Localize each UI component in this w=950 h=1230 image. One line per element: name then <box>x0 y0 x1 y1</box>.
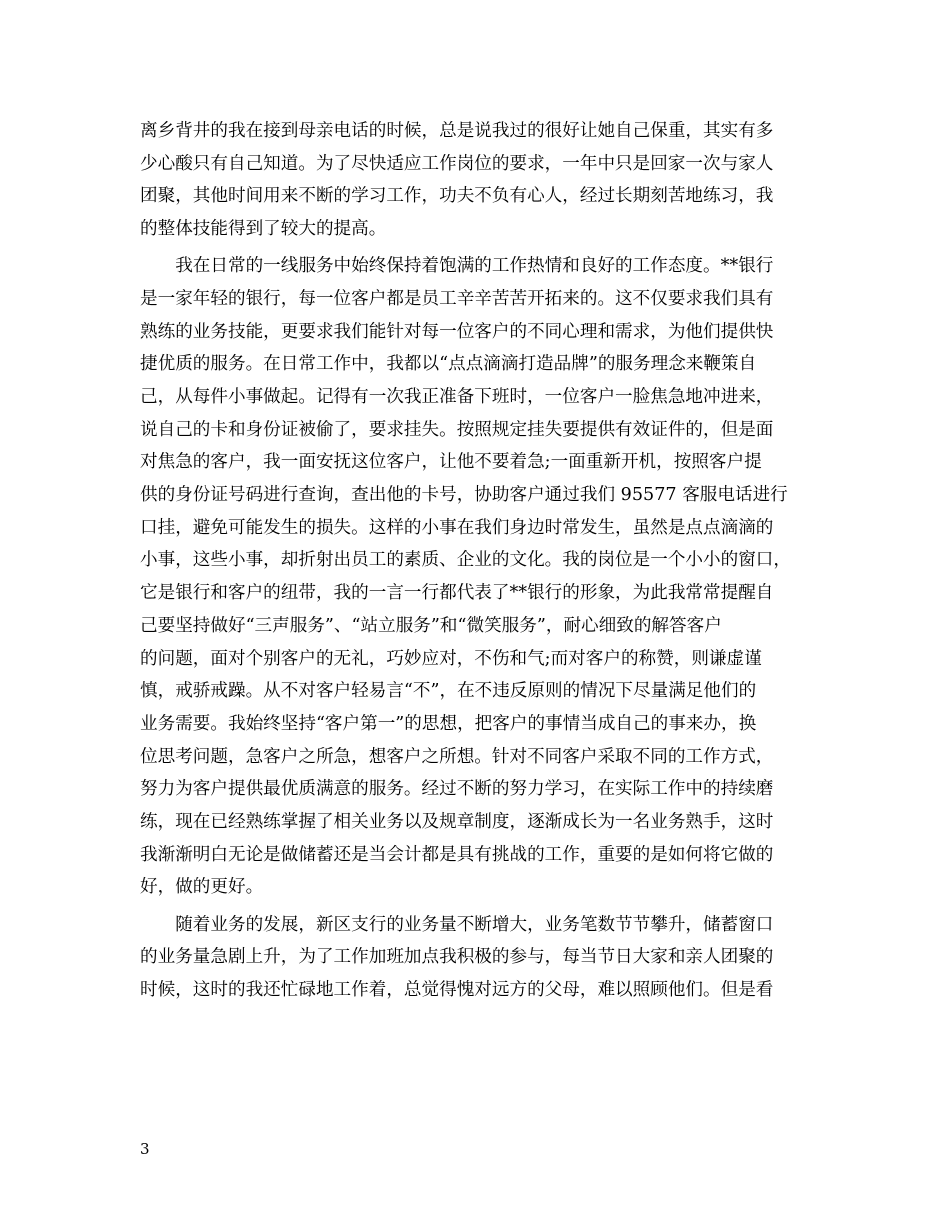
text-line: 对焦急的客户，我一面安抚这位客户，让他不要着急;一面重新开机，按照客户提 <box>140 452 762 473</box>
text-line: 好，做的更好。 <box>140 877 264 898</box>
text-line: 熟练的业务技能，更要求我们能针对每一位客户的不同心理和需求，为他们提供快 <box>140 321 774 342</box>
text-line: 我在日常的一线服务中始终保持着饱满的工作热情和良好的工作态度。**银行 <box>140 256 774 277</box>
text-line: 团聚，其他时间用来不断的学习工作，功夫不负有心人，经过长期刻苦地练习，我 <box>140 186 774 207</box>
text-line: 随着业务的发展，新区支行的业务量不断增大，业务笔数节节攀升，储蓄窗口 <box>140 914 774 935</box>
text-line: 己要坚持做好“三声服务”、“站立服务”和“微笑服务”，耐心细致的解答客户 <box>140 615 722 636</box>
paragraph-3 <box>140 909 816 1007</box>
text-line: 我渐渐明白无论是做储蓄还是当会计都是具有挑战的工作，重要的是如何将它做的 <box>140 844 774 865</box>
text-line: 少心酸只有自己知道。为了尽快适应工作岗位的要求，一年中只是回家一次与家人 <box>140 153 774 174</box>
text-line: 小事，这些小事，却折射出员工的素质、企业的文化。我的岗位是一个小小的窗口， <box>140 550 791 571</box>
text-line: 时候，这时的我还忙碌地工作着，总觉得愧对远方的父母，难以照顾他们。但是看 <box>140 979 774 1000</box>
text-line: 的问题，面对个别客户的无礼，巧妙应对，不伤和气;而对客户的称赞，则谦虚谨 <box>140 648 762 669</box>
text-line: 位思考问题，急客户之所急，想客户之所想。针对不同客户采取不同的工作方式， <box>140 746 774 767</box>
text-line: 努力为客户提供最优质满意的服务。经过不断的努力学习，在实际工作中的持续磨 <box>140 779 774 800</box>
text-line: 的业务量急剧上升，为了工作加班加点我积极的参与，每当节日大家和亲人团聚的 <box>140 947 774 968</box>
text-line: 业务需要。我始终坚持“客户第一”的思想，把客户的事情当成自己的事来办，换 <box>140 713 757 734</box>
text-line: 离乡背井的我在接到母亲电话的时候，总是说我过的很好让她自己保重，其实有多 <box>140 121 774 141</box>
text-line: 己，从每件小事做起。记得有一次我正准备下班时，一位客户一脸焦急地冲进来， <box>140 387 774 407</box>
text-line: 供的身份证号码进行查询，查出他的卡号，协助客户通过我们 95577 客服电话进行 <box>140 485 788 506</box>
text-line: 是一家年轻的银行，每一位客户都是员工辛辛苦苦开拓来的。这不仅要求我们具有 <box>140 288 774 309</box>
page-number: 3 <box>140 1140 150 1158</box>
body-text <box>140 115 816 1011</box>
text-line: 练，现在已经熟练掌握了相关业务以及规章制度，逐渐成长为一名业务熟手，这时 <box>140 811 774 832</box>
text-line: 的整体技能得到了较大的提高。 <box>140 219 387 240</box>
text-line: 说自己的卡和身份证被偷了，要求挂失。按照规定挂失要提供有效证件的，但是面 <box>140 419 774 440</box>
text-line: 捷优质的服务。在日常工作中，我都以“点点滴滴打造品牌”的服务理念来鞭策自 <box>140 354 757 375</box>
paragraph-1 <box>140 115 816 246</box>
text-line: 它是银行和客户的纽带，我的一言一行都代表了**银行的形象，为此我常常提醒自 <box>140 583 774 604</box>
text-line: 慎，戒骄戒躁。从不对客户轻易言“不”，在不违反原则的情况下尽量满足他们的 <box>140 681 757 702</box>
paragraph-2 <box>140 250 816 904</box>
text-line: 口挂，避免可能发生的损失。这样的小事在我们身边时常发生，虽然是点点滴滴的 <box>140 517 774 538</box>
